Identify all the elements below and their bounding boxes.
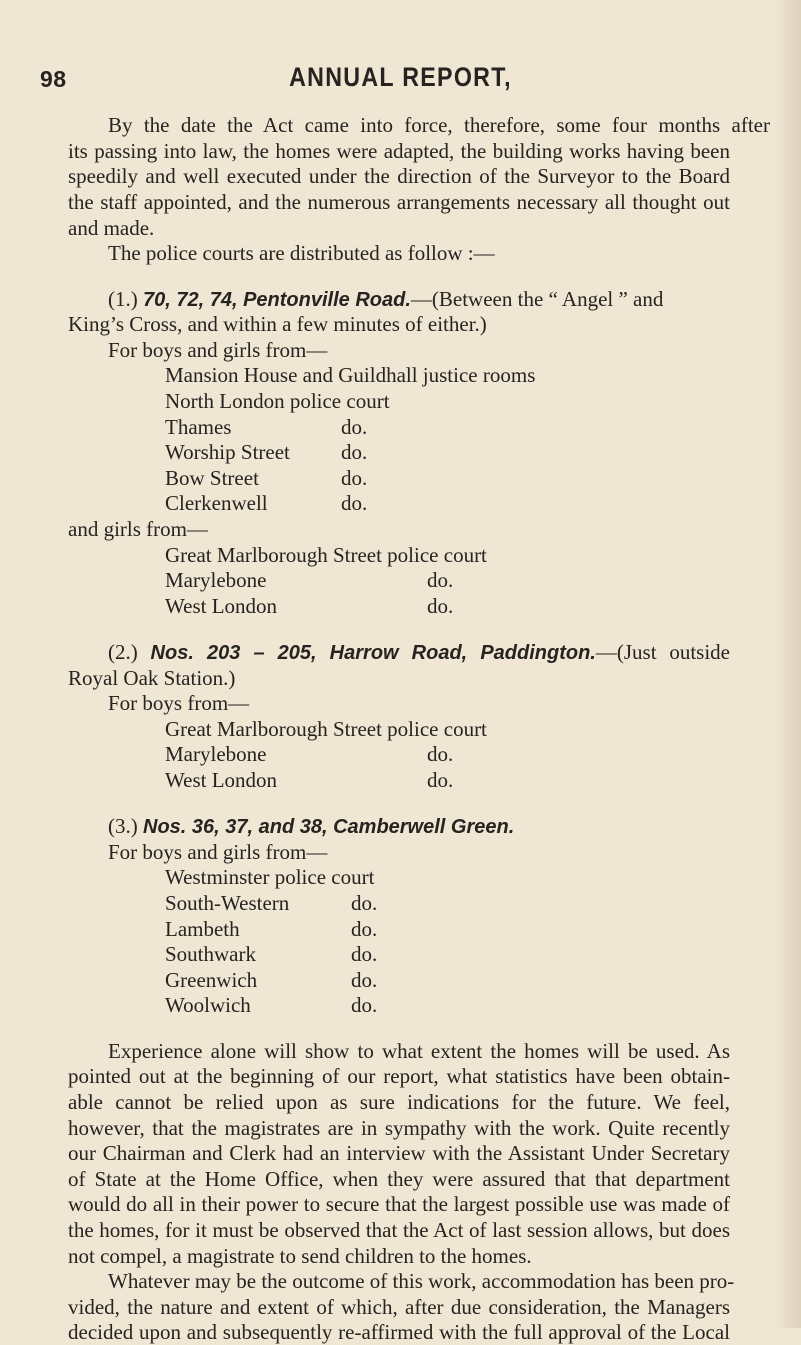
ditto-mark: do.: [351, 967, 378, 992]
paragraph-line: however, that the magistrates are in sympathy with the work. Quite recently: [68, 1115, 730, 1140]
court-row: Mansion House and Guildhall justice rooms: [165, 363, 536, 388]
home-3-heading: [108, 813, 514, 840]
group-heading: For boys from—: [108, 691, 250, 716]
court-row: Lambeth do.: [165, 916, 378, 941]
court-row: Marylebone do.: [165, 568, 454, 593]
ditto-mark: do.: [351, 993, 378, 1018]
ditto-mark: do.: [341, 414, 368, 439]
ditto-mark: do.: [341, 491, 368, 516]
court-row: North London police court: [165, 388, 390, 413]
court-row: Clerkenwell do.: [165, 491, 368, 516]
court-row: Great Marlborough Street police court: [165, 542, 487, 567]
court-row: West London do.: [165, 593, 454, 618]
home-number: (3.): [108, 814, 138, 839]
court-row: Westminster police court: [165, 865, 375, 890]
home-address: 70, 72, 74, Pentonville Road.: [143, 288, 411, 311]
home-2-heading: [108, 639, 730, 666]
paragraph-line: Experience alone will show to what extent the homes will be used. As: [108, 1038, 730, 1063]
ditto-mark: do.: [351, 891, 378, 916]
ditto-mark: do.: [351, 916, 378, 941]
paragraph-line: the homes, for it must be observed that the Act of last session allows, but does: [68, 1217, 730, 1242]
paragraph-line: pointed out at the beginning of our report, what statistics have been obtain-: [68, 1064, 730, 1089]
home-address: Nos. 36, 37, and 38, Camberwell Green.: [143, 816, 515, 839]
paragraph-line: our Chairman and Clerk had an interview with the Assistant Under Secretary: [68, 1141, 730, 1166]
page-number: 98: [40, 66, 67, 92]
paragraph-line: of State at the Home Office, when they were assured that that department: [68, 1166, 730, 1191]
group-heading: and girls from—: [68, 516, 208, 541]
paragraph-line: vided, the nature and extent of which, after due consideration, the Managers: [68, 1294, 730, 1319]
home-1-heading: [108, 286, 730, 313]
paragraph-line: Whatever may be the outcome of this work, accommodation has been pro-: [108, 1269, 735, 1294]
court-row: South-Western do.: [165, 891, 378, 916]
ditto-mark: do.: [427, 767, 454, 792]
ditto-mark: do.: [341, 465, 368, 490]
home-address: Nos. 203 – 205, Harrow Road, Paddington.: [150, 641, 596, 664]
ditto-mark: do.: [351, 942, 378, 967]
paragraph-line: and made.: [68, 215, 155, 240]
page-edge-shadow: [775, 0, 801, 1328]
home-number: (1.): [108, 286, 138, 311]
court-row: West London do.: [165, 767, 454, 792]
home-note-continued: Royal Oak Station.): [68, 665, 236, 690]
paragraph-line: its passing into law, the homes were adapted, the building works having been: [68, 138, 730, 163]
paragraph-line: By the date the Act came into force, therefore, some four months after: [108, 113, 770, 138]
paragraph-line: able cannot be relied upon as sure indications for the future. We feel,: [68, 1089, 730, 1114]
ditto-mark: do.: [427, 742, 454, 767]
paragraph-line: the staff appointed, and the numerous arrangements necessary all thought out: [68, 190, 730, 214]
paragraph-line: speedily and well executed under the direction of the Surveyor to the Board: [68, 164, 730, 189]
home-note-continued: King’s Cross, and within a few minutes of either.): [68, 312, 487, 337]
home-number: (2.): [108, 639, 138, 664]
home-note: —(Between the “ Angel ” and: [410, 286, 664, 311]
ditto-mark: do.: [427, 568, 454, 593]
court-row: Southwark do.: [165, 942, 378, 967]
court-row: Great Marlborough Street police court: [165, 716, 487, 741]
running-head: ANNUAL REPORT,: [289, 62, 512, 92]
home-note: —(Just outside: [595, 639, 730, 664]
court-row: Bow Street do.: [165, 465, 368, 490]
paragraph-line: would do all in their power to secure that the largest possible use was made of: [68, 1192, 730, 1217]
court-row: Thames do.: [165, 414, 368, 439]
paragraph-line: not compel, a magistrate to send children to the homes.: [68, 1243, 532, 1268]
group-heading: For boys and girls from—: [108, 337, 328, 362]
paragraph-line: decided upon and subsequently re-affirmed with the full approval of the Local: [68, 1320, 730, 1345]
ditto-mark: do.: [341, 440, 368, 465]
court-row: Woolwich do.: [165, 993, 378, 1018]
court-row: Greenwich do.: [165, 967, 378, 992]
ditto-mark: do.: [427, 593, 454, 618]
group-heading: For boys and girls from—: [108, 839, 328, 864]
court-row: Marylebone do.: [165, 742, 454, 767]
court-row: Worship Street do.: [165, 440, 368, 465]
paragraph-line: The police courts are distributed as follow :—: [108, 241, 495, 266]
